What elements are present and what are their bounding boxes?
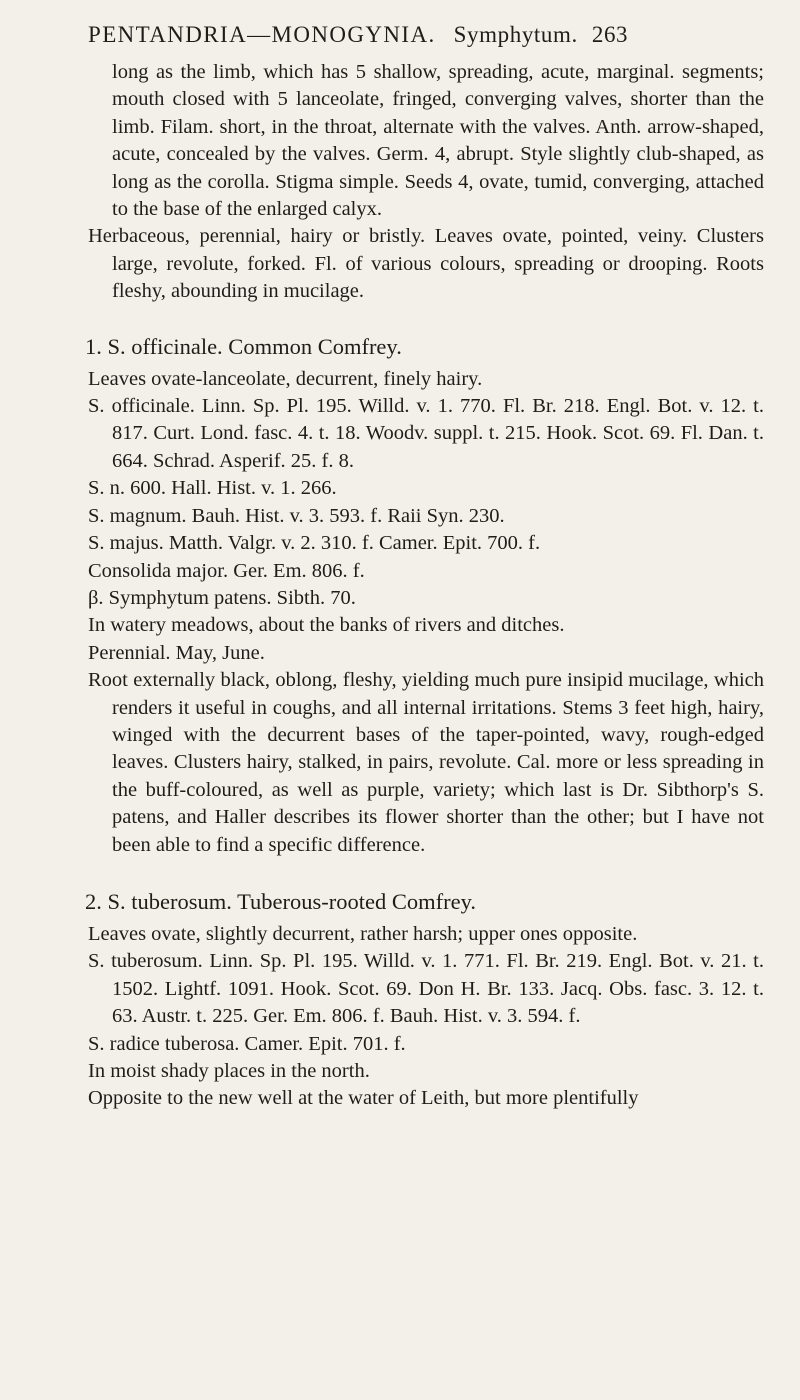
species-heading: 1. S. officinale. Common Comfrey.	[85, 333, 402, 359]
synonym-line: S. magnum. Bauh. Hist. v. 3. 593. f. Raii Syn. 230.	[88, 504, 505, 527]
flowering-line: Perennial. May, June.	[88, 641, 265, 664]
habitat-line: In watery meadows, about the banks of rivers and ditches.	[88, 614, 565, 637]
header-section: PENTANDRIA—MONOGYNIA.	[88, 22, 436, 47]
species-notes: Root externally black, oblong, fleshy, yielding much pure insipid mucilage, which renders it useful in coughs, and all internal irritations. Stems 3 feet high, hairy, winged with the decurrent bases of the taper-pointed, wavy, rough-edged leaves. Clusters hairy, stalked, in pairs, revolute. Cal. more or less spreading in the buff-coloured, as well as purple, variety; which last is Dr. Sibthorp's S. patens, and Haller describes its flower shorter than the other; but I have not been able to find a specific difference.	[88, 669, 764, 856]
synonym-line: S. tuberosum. Linn. Sp. Pl. 195. Willd. v. 1. 771. Fl. Br. 219. Engl. Bot. v. 21. t. 1502. Lightf. 1091. Hook. Scot. 69. Don H. Br. 133. Jacq. Obs. fasc. 3. 12. t. 63. Austr. t. 225. Ger. Em. 806. f. Bauh. Hist. v. 3. 594. f.	[88, 950, 764, 1028]
synonym-line: S. officinale. Linn. Sp. Pl. 195. Willd. v. 1. 770. Fl. Br. 218. Engl. Bot. v. 12. t. 817. Curt. Lond. fasc. 4. t. 18. Woodv. suppl. t. 215. Hook. Scot. 69. Fl. Dan. t. 664. Schrad. Asperif. 25. f. 8.	[88, 395, 764, 472]
genus-character-text: long as the limb, which has 5 shallow, spreading, acute, marginal. segments; mouth closed with 5 lanceolate, fringed, converging valves, shorter than the limb. Filam. short, in the throat, alternate with the valves. Anth. arrow-shaped, acute, concealed by the valves. Germ. 4, abrupt. Style slightly club-shaped, as long as the corolla. Stigma simple. Seeds 4, ovate, tumid, converging, attached to the base of the enlarged calyx.	[112, 61, 764, 221]
species-notes: Opposite to the new well at the water of Leith, but more plentifully	[88, 1087, 639, 1110]
species-diagnosis: Leaves ovate, slightly decurrent, rather harsh; upper ones opposite.	[88, 922, 638, 945]
habitat-line: In moist shady places in the north.	[88, 1060, 370, 1082]
synonym-line: Consolida major. Ger. Em. 806. f.	[88, 559, 365, 582]
species-heading: 2. S. tuberosum. Tuberous-rooted Comfrey.	[85, 888, 477, 914]
synonym-line: S. majus. Matth. Valgr. v. 2. 310. f. Camer. Epit. 700. f.	[88, 532, 541, 555]
variety-line: β. Symphytum patens. Sibth. 70.	[88, 586, 356, 609]
synonym-line: S. n. 600. Hall. Hist. v. 1. 266.	[88, 477, 337, 500]
genus-habit-text: Herbaceous, perennial, hairy or bristly. Leaves ovate, pointed, veiny. Clusters large, revolute, forked. Fl. of various colours, spreading or drooping. Roots fleshy, abounding in mucilage.	[88, 225, 764, 303]
running-header	[88, 22, 764, 48]
page-number: 263	[591, 22, 629, 47]
header-genus: Symphytum.	[453, 22, 578, 47]
synonym-line: S. radice tuberosa. Camer. Epit. 701. f.	[88, 1032, 406, 1055]
species-diagnosis: Leaves ovate-lanceolate, decurrent, finely hairy.	[88, 367, 483, 390]
